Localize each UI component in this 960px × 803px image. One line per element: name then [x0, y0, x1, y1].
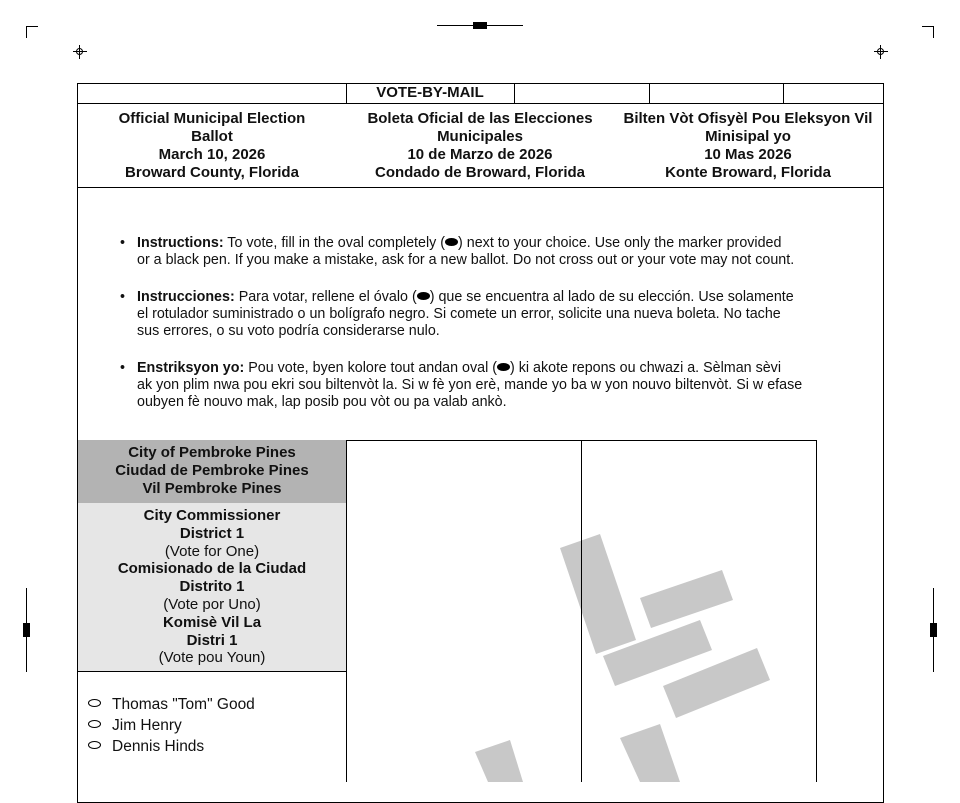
filled-oval-icon — [417, 292, 430, 300]
candidate-option[interactable]: Dennis Hinds — [88, 737, 204, 757]
vote-by-mail-label: VOTE-BY-MAIL — [376, 84, 484, 101]
divider — [514, 83, 515, 103]
office-header: City Commissioner District 1 (Vote for One) Comisionado de la Ciudad Distrito 1 (Vote por Uno) Komisè Vil La Distri 1 (Vote pou Youn) — [78, 503, 346, 671]
header-spanish: Boleta Oficial de las Elecciones Municipales 10 de Marzo de 2026 Condado de Broward, Florida — [367, 110, 593, 181]
vote-oval-icon[interactable] — [88, 720, 101, 728]
divider — [77, 187, 884, 188]
bullet: • — [120, 289, 126, 305]
candidate-option[interactable]: Jim Henry — [88, 716, 182, 736]
header-english: Official Municipal Election Ballot March 10, 2026 Broward County, Florida — [118, 110, 306, 181]
instructions-spanish: • Instrucciones: Para votar, rellene el óvalo ( ) que se encuentra al lado de su elección. Use solamente el rotulador suministrado o un bolígrafo negro. Si comete un error, solicite una nueva boleta. No tache sus errores, o su voto podría considerarse nulo. — [120, 289, 794, 339]
vote-oval-icon[interactable] — [88, 741, 101, 749]
candidate-option[interactable]: Thomas "Tom" Good — [88, 695, 255, 715]
divider — [649, 83, 650, 103]
bullet: • — [120, 360, 126, 376]
divider — [346, 440, 347, 782]
bullet: • — [120, 235, 126, 251]
instructions-creole: • Enstriksyon yo: Pou vote, byen kolore tout andan oval ( ) ki akote repons ou chwazi a. Sèlman sèvi ak yon plim nwa pou ekri sou biltenvòt la. Si w fè yon erè, mande yo ba w yon nouvo biltenvòt. Si w efase oubyen fè nouvo mak, lap posib pou vòt ou pa valab ankò. — [120, 360, 803, 410]
divider — [783, 83, 784, 103]
divider — [77, 103, 884, 104]
divider — [816, 440, 817, 782]
header-creole: Bilten Vòt Ofisyèl Pou Eleksyon Vil Minisipal yo 10 Mas 2026 Konte Broward, Florida — [623, 110, 873, 181]
vote-oval-icon[interactable] — [88, 699, 101, 707]
filled-oval-icon — [445, 238, 458, 246]
filled-oval-icon — [497, 363, 510, 371]
divider — [77, 671, 347, 672]
city-header: City of Pembroke Pines Ciudad de Pembroke Pines Vil Pembroke Pines — [78, 440, 346, 503]
divider — [581, 440, 582, 782]
instructions-english: • Instructions: To vote, fill in the oval completely ( ) next to your choice. Use only the marker provided or a black pen. If you make a mistake, ask for a new ballot. Do not cross out or your vote may not count. — [120, 235, 795, 268]
